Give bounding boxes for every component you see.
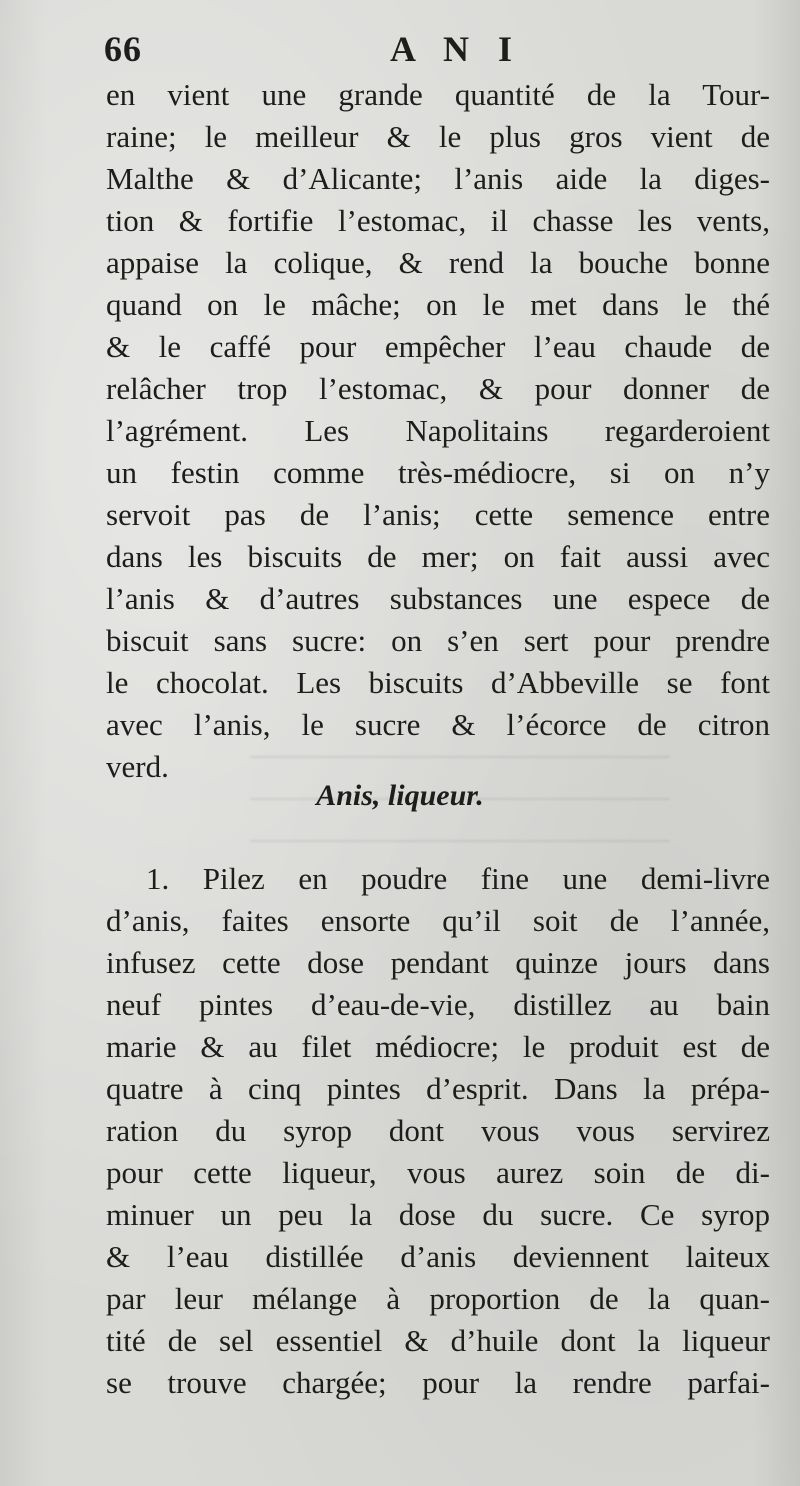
page-header (104, 28, 704, 78)
text-line: verd. (106, 749, 169, 784)
text-line: tité de sel essentiel & d’huile dont la liqueur (106, 1323, 770, 1358)
text-line: quatre à cinq pintes d’esprit. Dans la prépa- (106, 1071, 770, 1106)
text-line: par leur mélange à proportion de la quan- (106, 1281, 770, 1316)
text-line: raine; le meilleur & le plus gros vient de (106, 119, 770, 154)
text-line: en vient une grande quantité de la Tour- (106, 77, 770, 112)
text-line: biscuit sans sucre: on s’en sert pour prendre (106, 623, 770, 658)
text-line: appaise la colique, & rend la bouche bonne (106, 245, 770, 280)
text-line: l’agrément. Les Napolitains regarderoient (106, 413, 770, 448)
text-line: marie & au filet médiocre; le produit est de (106, 1029, 770, 1064)
text-line: neuf pintes d’eau-de-vie, distillez au bain (106, 987, 770, 1022)
text-line: un festin comme très-médiocre, si on n’y (106, 455, 770, 490)
text-line: se trouve chargée; pour la rendre parfai- (106, 1365, 770, 1400)
text-line: tion & fortifie l’estomac, il chasse les vents, (106, 203, 770, 238)
text-line: pour cette liqueur, vous aurez soin de di- (106, 1155, 770, 1190)
section-title: Anis, liqueur. (316, 779, 484, 812)
text-line: dans les biscuits de mer; on fait aussi avec (106, 539, 770, 574)
paragraph-anis-liqueur (106, 858, 770, 1404)
text-line: servoit pas de l’anis; cette semence entre (106, 497, 770, 532)
text-line: 1. Pilez en poudre fine une demi-livre (146, 861, 770, 896)
paragraph-anis-description (106, 74, 770, 788)
text-line: relâcher trop l’estomac, & pour donner de (106, 371, 770, 406)
text-line: d’anis, faites ensorte qu’il soit de l’année, (106, 903, 770, 938)
text-line: & le caffé pour empêcher l’eau chaude de (106, 329, 770, 364)
text-line: le chocolat. Les biscuits d’Abbeville se font (106, 665, 770, 700)
text-line: infusez cette dose pendant quinze jours dans (106, 945, 770, 980)
running-head: A N I (390, 29, 523, 69)
text-line: Malthe & d’Alicante; l’anis aide la diges- (106, 161, 770, 196)
text-line: l’anis & d’autres substances une espece de (106, 581, 770, 616)
text-line: minuer un peu la dose du sucre. Ce syrop (106, 1197, 770, 1232)
text-line: avec l’anis, le sucre & l’écorce de citron (106, 707, 770, 742)
page-number: 66 (104, 29, 142, 69)
text-line: ration du syrop dont vous vous servirez (106, 1113, 770, 1148)
text-line: quand on le mâche; on le met dans le thé (106, 287, 770, 322)
text-line: & l’eau distillée d’anis deviennent laiteux (106, 1239, 770, 1274)
